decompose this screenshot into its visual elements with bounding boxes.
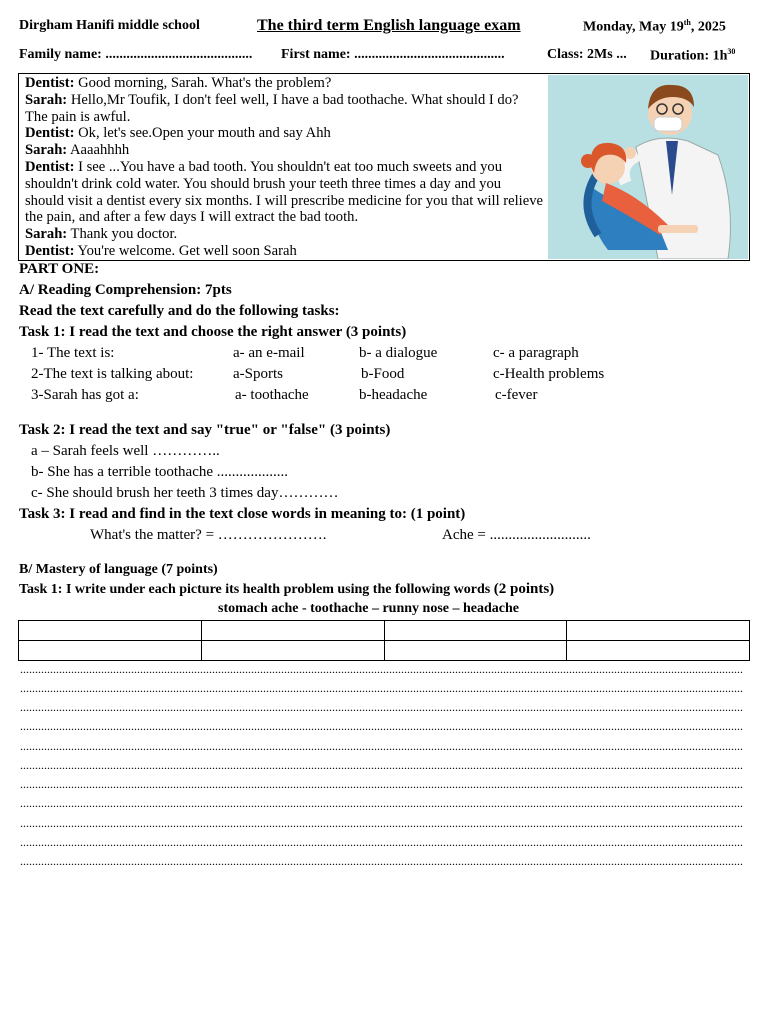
table-row: [19, 621, 750, 641]
reading-passage-box: [18, 73, 750, 261]
dialogue-line: Dentist: Ok, let's see.Open your mouth and say Ahh: [25, 125, 331, 142]
task2-title: Task 2: I read the text and say "true" or "false" (3 points): [19, 422, 391, 438]
table-cell[interactable]: [384, 641, 567, 661]
task3-title: Task 3: I read and find in the text close words in meaning to: (1 point): [19, 506, 466, 522]
dialogue-line: Dentist: Good morning, Sarah. What's the problem?: [25, 75, 332, 91]
task1-q2: 2-The text is talking about:: [31, 366, 194, 382]
dialogue-line: Sarah: Hello,Mr Toufik, I don't feel well, I have a bad toothache. What should I do? The pain is awful.: [25, 91, 519, 125]
task2-item-a[interactable]: a – Sarah feels well …………..: [31, 443, 220, 459]
dentist-illustration: [548, 75, 748, 259]
exam-date: Monday, May 19th, 2025: [583, 18, 726, 35]
part-one-heading: PART ONE:: [19, 261, 100, 277]
dialogue-line: Sarah: Thank you doctor.: [25, 226, 178, 243]
writing-line[interactable]: .................................................................................................................................................................................................................................................: [20, 720, 743, 732]
writing-line[interactable]: .................................................................................................................................................................................................................................................: [20, 836, 743, 848]
writing-line[interactable]: .................................................................................................................................................................................................................................................: [20, 778, 743, 790]
class-field: Class: 2Ms ...: [547, 47, 627, 62]
task1-q3-option-c[interactable]: c-fever: [495, 387, 538, 403]
section-a-heading: A/ Reading Comprehension: 7pts: [19, 282, 232, 298]
family-name-field[interactable]: Family name: ..........................................: [19, 47, 253, 62]
table-cell[interactable]: [201, 641, 384, 661]
writing-line[interactable]: .................................................................................................................................................................................................................................................: [20, 797, 743, 809]
dialogue-line: Sarah: Aaaahhhh: [25, 142, 130, 159]
task1-title: Task 1: I read the text and choose the right answer (3 points): [19, 324, 407, 340]
writing-line[interactable]: .................................................................................................................................................................................................................................................: [20, 682, 743, 694]
table-row: [19, 641, 750, 661]
exam-title: The third term English language exam: [257, 17, 521, 34]
word-list: stomach ache - toothache – runny nose – headache: [218, 601, 519, 616]
task3-word-matter[interactable]: What's the matter? = ………………….: [90, 527, 327, 543]
dialogue-line: Dentist: I see ...You have a bad tooth. You shouldn't eat too much sweets and you shouldn't drink cold water. You should brush your teeth three times a day and you should visit a dentist every six months. I will prescribe medicine for you that will relieve the pain, and after a few days I will extract the bad tooth.: [25, 158, 543, 226]
writing-line[interactable]: .................................................................................................................................................................................................................................................: [20, 759, 743, 771]
dialogue-line: Dentist: You're welcome. Get well soon Sarah: [25, 242, 297, 259]
task1-q1-option-c[interactable]: c- a paragraph: [493, 345, 579, 361]
table-cell[interactable]: [567, 641, 750, 661]
answer-table: [18, 620, 750, 661]
task2-item-c[interactable]: c- She should brush her teeth 3 times day…………: [31, 485, 339, 501]
task1-q3-option-b[interactable]: b-headache: [359, 387, 428, 403]
writing-line[interactable]: .................................................................................................................................................................................................................................................: [20, 817, 743, 829]
task1-q1-option-a[interactable]: a- an e-mail: [233, 345, 305, 361]
task2-item-b[interactable]: b- She has a terrible toothache ...................: [31, 464, 289, 480]
writing-line[interactable]: .................................................................................................................................................................................................................................................: [20, 663, 743, 675]
task1-q2-option-a[interactable]: a-Sports: [233, 366, 283, 382]
table-cell[interactable]: [201, 621, 384, 641]
task1-q1-option-b[interactable]: b- a dialogue: [359, 345, 438, 361]
writing-line[interactable]: .................................................................................................................................................................................................................................................: [20, 740, 743, 752]
table-cell[interactable]: [19, 621, 202, 641]
table-cell[interactable]: [567, 621, 750, 641]
duration: Duration: $1h^{30}$: [650, 47, 736, 64]
school-name: Dirgham Hanifi middle school: [19, 18, 200, 33]
task1-q3-option-a[interactable]: a- toothache: [235, 387, 309, 403]
writing-line[interactable]: .................................................................................................................................................................................................................................................: [20, 855, 743, 867]
writing-line[interactable]: .................................................................................................................................................................................................................................................: [20, 701, 743, 713]
b-task1-title: Task 1: I write under each picture its health problem using the following words (2 points): [19, 581, 555, 597]
table-cell[interactable]: [384, 621, 567, 641]
task1-q2-option-b[interactable]: b-Food: [361, 366, 405, 382]
task1-q2-option-c[interactable]: c-Health problems: [493, 366, 605, 382]
task3-word-ache[interactable]: Ache = ...........................: [442, 527, 591, 543]
task1-q3: 3-Sarah has got a:: [31, 387, 139, 403]
table-cell[interactable]: [19, 641, 202, 661]
dialogue-text: [25, 75, 543, 260]
task1-q1: 1- The text is:: [31, 345, 115, 361]
section-b-heading: B/ Mastery of language (7 points): [19, 562, 218, 577]
read-instruction: Read the text carefully and do the following tasks:: [19, 303, 340, 319]
first-name-field[interactable]: First name: ...........................................: [281, 47, 505, 62]
